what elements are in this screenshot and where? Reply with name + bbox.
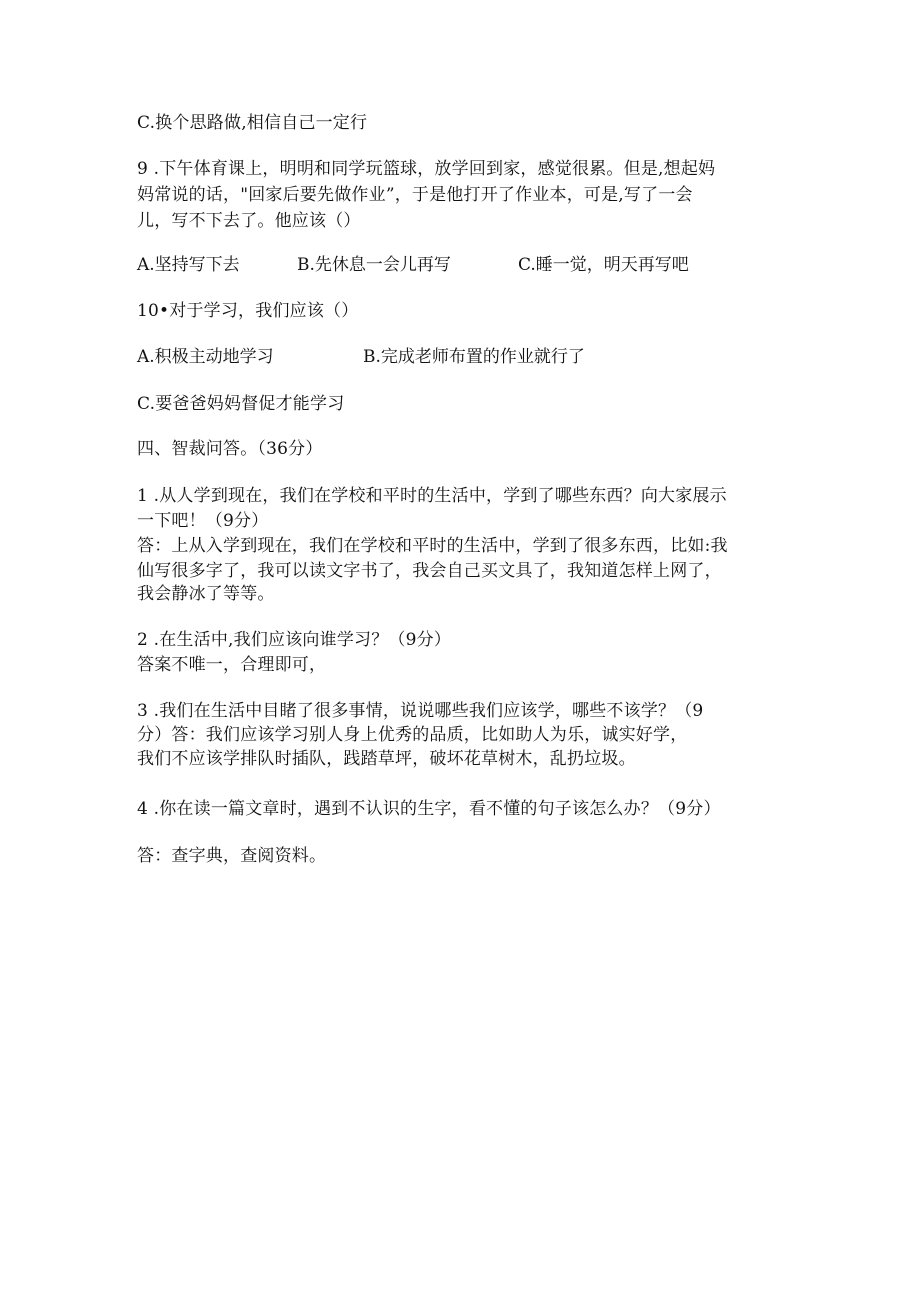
item1-answer-line-3: 我会静冰了等等。 [137, 584, 275, 604]
q9-stem-line-1: 9 .下午体育课上，明明和同学玩篮球，放学回到家，感觉很累。但是,想起妈 [137, 159, 716, 179]
item3-line-3: 我们不应该学排队时插队，践踏草坪，破坏花草树木，乱扔垃圾。 [137, 749, 636, 769]
item1-line-2: 一下吧！（9分） [137, 511, 269, 531]
q9-stem-line-3: 儿，写不下去了。他应该（） [137, 211, 361, 231]
section-heading: 四、智裁问答。（36分） [137, 439, 323, 459]
item3-line-1: 3 .我们在生活中目睹了很多事情，说说哪些我们应该学，哪些不该学？（9 [137, 701, 704, 721]
q9-option-c: C.睡一觉，明天再写吧 [518, 255, 689, 275]
item4-question: 4 .你在读一篇文章时，遇到不认识的生字，看不懂的句子该怎么办？（9分） [137, 799, 721, 819]
item4-answer: 答：查字典，查阅资料。 [137, 846, 327, 866]
item2-question: 2 .在生活中,我们应该向谁学习？（9分） [137, 630, 452, 650]
q9-option-a: A.坚持写下去 [137, 255, 240, 275]
q10-option-b: B.完成老师布置的作业就行了 [363, 347, 585, 367]
q10-option-c: C.要爸爸妈妈督促才能学习 [137, 394, 345, 414]
q9-stem-line-2: 妈常说的话，"回家后要先做作业”，于是他打开了作业本，可是,写了一会 [137, 185, 693, 205]
item1-answer-line-1: 答：上从入学到现在，我们在学校和平时的生活中，学到了很多东西，比如:我 [137, 536, 728, 556]
q8-option-c: C.换个思路做,相信自己一定行 [137, 113, 368, 133]
item1-line-1: 1 .从人学到现在，我们在学校和平时的生活中，学到了哪些东西？向大家展示 [137, 486, 727, 506]
item1-answer-line-2: 仙写很多字了，我可以读文字书了，我会自己买文具了，我知道怎样上网了， [137, 561, 722, 581]
q10-option-a: A.积极主动地学习 [137, 347, 274, 367]
item2-answer: 答案不唯一，合理即可， [137, 655, 327, 675]
item3-line-2: 分）答：我们应该学习别人身上优秀的品质，比如助人为乐，诚实好学， [137, 725, 688, 745]
q9-option-b: B.先休息一会儿再写 [297, 255, 451, 275]
q10-stem: 10•对于学习，我们应该（） [137, 301, 359, 321]
